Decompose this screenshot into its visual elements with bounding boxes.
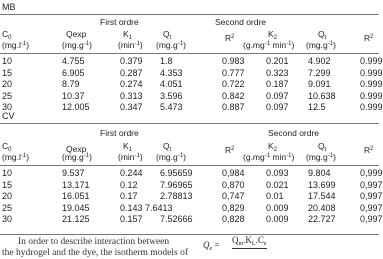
table-cell: 0,828 xyxy=(222,214,245,224)
header-k2-unit: ($g.mg^{-1}$ $\min^{-1}$) xyxy=(243,40,295,50)
group-header-first-order: First ordre xyxy=(100,128,139,138)
table-cell: 2.78813 xyxy=(160,191,193,201)
table-cell: 0.887 xyxy=(222,102,245,112)
table-cell: 7.299 xyxy=(308,67,331,78)
header-k2-unit: ($g.mg^{-1}$ $\min^{-1}$) xyxy=(243,152,295,162)
table-cell: 10 xyxy=(2,168,13,178)
table-cell: 0.157 xyxy=(120,214,143,224)
table-cell: 0.12 xyxy=(120,179,138,190)
table-cell: 7.52666 xyxy=(160,214,193,224)
table-cell: 4.353 xyxy=(160,67,183,78)
table-cell: 9.091 xyxy=(308,79,331,89)
table-cell: 0,984 xyxy=(222,168,245,178)
table-cell: 0.347 xyxy=(120,102,143,112)
table-cell: 0.021 xyxy=(266,179,289,190)
table-cell: 6.95659 xyxy=(160,168,193,178)
table-rule xyxy=(0,53,379,54)
table-cell: 0.097 xyxy=(266,90,289,101)
header-qexp-unit: $(mg.g^{-1})$ xyxy=(62,40,92,50)
table-cell: 0,997 xyxy=(360,179,383,190)
table-cell: 30 xyxy=(2,102,13,112)
table-cell: 16.051 xyxy=(62,191,90,201)
table-cell: 0.01 xyxy=(266,191,284,201)
table-cell: 20 xyxy=(2,191,13,201)
header-r2-second: $R^2$ xyxy=(364,33,374,43)
table-cell: 0.187 xyxy=(266,79,289,89)
table-cell: 0.009 xyxy=(266,214,289,224)
table-cell: 0.097 xyxy=(266,102,289,112)
header-k1: $K_1$ xyxy=(123,141,133,153)
table-cell: 0.999 xyxy=(360,67,383,78)
header-k1-unit: $(\min^{-1})$ xyxy=(118,152,143,162)
header-c0: $C_0$ xyxy=(2,141,12,153)
header-qexp: Qexp xyxy=(66,29,87,39)
table-cell: 4.051 xyxy=(160,79,183,89)
table-cell: 13.699 xyxy=(308,179,336,190)
table-cell: 0.244 xyxy=(120,168,143,178)
table-cell: 0.999 xyxy=(360,56,383,66)
header-qt1: $Q_t$ xyxy=(163,141,172,153)
table-cell: 1.8 xyxy=(160,56,173,66)
header-qt1-unit: $(mg.g^{-1})$ xyxy=(156,152,186,162)
header-r2-first: $R^2$ xyxy=(225,33,235,43)
table-cell: 20.408 xyxy=(308,202,336,213)
header-k2: $K_2$ xyxy=(268,29,278,41)
table-rule xyxy=(0,123,379,124)
header-r2-first: $R^2$ xyxy=(225,145,235,155)
header-qt2: $Q_t$ xyxy=(318,141,327,153)
table-cell: 0.999 xyxy=(360,79,383,89)
table-rule xyxy=(0,14,379,15)
header-qexp: Qexp xyxy=(66,144,87,154)
table-cell: 0.983 xyxy=(222,56,245,66)
header-k1-unit: $(\min^{-1})$ xyxy=(118,40,143,50)
table-cell: 0,747 xyxy=(222,191,245,201)
table-cell: 10.37 xyxy=(62,90,85,101)
header-k1: $K_1$ xyxy=(123,29,133,41)
table-cell: 5.473 xyxy=(160,102,183,112)
table-cell: 0.313 xyxy=(120,90,143,101)
header-qt2: $Q_t$ xyxy=(318,29,327,41)
table-rule xyxy=(0,234,379,235)
table-cell: 0,870 xyxy=(222,179,245,190)
table-cell: 0.009 xyxy=(266,202,289,213)
table-cell: 13.171 xyxy=(62,179,90,190)
table-cell: 12.5 xyxy=(308,102,326,112)
table-cell: 7.96965 xyxy=(160,179,193,190)
header-c0-unit: $(mg.l^{-1})$ xyxy=(2,152,30,162)
header-qt2-unit: $(mg.g^{-1})$ xyxy=(306,152,336,162)
table-cell: 0.777 xyxy=(222,67,245,78)
table-cell: 8.79 xyxy=(62,79,80,89)
table-cell: 6.905 xyxy=(62,67,85,78)
table-cell: 10.638 xyxy=(308,90,336,101)
header-c0-unit: $(mg.l^{-1})$ xyxy=(2,40,30,50)
table-cell: 12.005 xyxy=(62,102,90,112)
table-cell: 0.201 xyxy=(266,56,289,66)
group-header-second-order: Second ordre xyxy=(215,17,267,27)
header-k2: $K_2$ xyxy=(268,141,278,153)
body-paragraph-line: In order to describe interaction between xyxy=(18,237,170,247)
header-qexp-unit: $(mg.g^{-1})$ xyxy=(62,152,92,162)
formula-numerator: $Q_m.K_L.C_e$ xyxy=(232,235,267,247)
table-cell: 0,997 xyxy=(360,202,383,213)
table-rule xyxy=(0,165,379,166)
table-cell: 0.17 xyxy=(120,191,138,201)
table-cell: 9.804 xyxy=(308,168,331,178)
table-cell: 15 xyxy=(2,179,13,190)
table-cell: 0,997 xyxy=(360,214,383,224)
table-cell: 4.755 xyxy=(62,56,85,66)
table-cell: 0,997 xyxy=(360,191,383,201)
body-paragraph-line: the hydrogel and the dye, the isotherm models of xyxy=(2,248,188,258)
table-cell: 0.093 xyxy=(266,168,289,178)
table-cell: 3.596 xyxy=(160,90,183,101)
table-cell: 0,999 xyxy=(360,168,383,178)
table-cell: 30 xyxy=(2,214,13,224)
table-cell: 22.727 xyxy=(308,214,336,224)
group-header-second-order: Second ordre xyxy=(268,128,320,138)
header-qt2-unit: $(mg.g^{-1})$ xyxy=(306,40,336,50)
table-cell: 0.379 xyxy=(120,56,143,66)
section-label-mb: MB xyxy=(2,2,16,12)
table-cell: 0.999 xyxy=(360,102,383,112)
table-cell: 19.045 xyxy=(62,202,90,213)
header-c0: $C_0$ xyxy=(2,29,12,41)
header-r2-second: $R^2$ xyxy=(364,145,374,155)
group-header-first-order: First ordre xyxy=(100,17,139,27)
table-cell: 0.287 xyxy=(120,67,143,78)
table-cell: 25 xyxy=(2,202,13,213)
table-cell: 17.544 xyxy=(308,191,336,201)
table-cell: 0.274 xyxy=(120,79,143,89)
table-cell: 0.842 xyxy=(222,90,245,101)
table-cell: 0.999 xyxy=(360,90,383,101)
header-qt1-unit: $(mg.g^{-1})$ xyxy=(156,40,186,50)
section-label-cv: CV xyxy=(2,111,15,121)
table-cell: 9.537 xyxy=(62,168,85,178)
table-cell: 15 xyxy=(2,67,13,78)
table-cell: 0.323 xyxy=(266,67,289,78)
header-qt1: $Q_t$ xyxy=(163,29,172,41)
table-cell: 4.902 xyxy=(308,56,331,66)
table-cell: 21.125 xyxy=(62,214,90,224)
table-cell: 20 xyxy=(2,79,13,89)
table-cell: 0.143 7.6413 xyxy=(120,202,173,213)
formula-lhs: $Q_e$ = xyxy=(203,240,220,252)
table-cell: 10 xyxy=(2,56,13,66)
table-cell: 25 xyxy=(2,90,13,101)
table-cell: 0.722 xyxy=(222,79,245,89)
table-cell: 0,829 xyxy=(222,202,245,213)
